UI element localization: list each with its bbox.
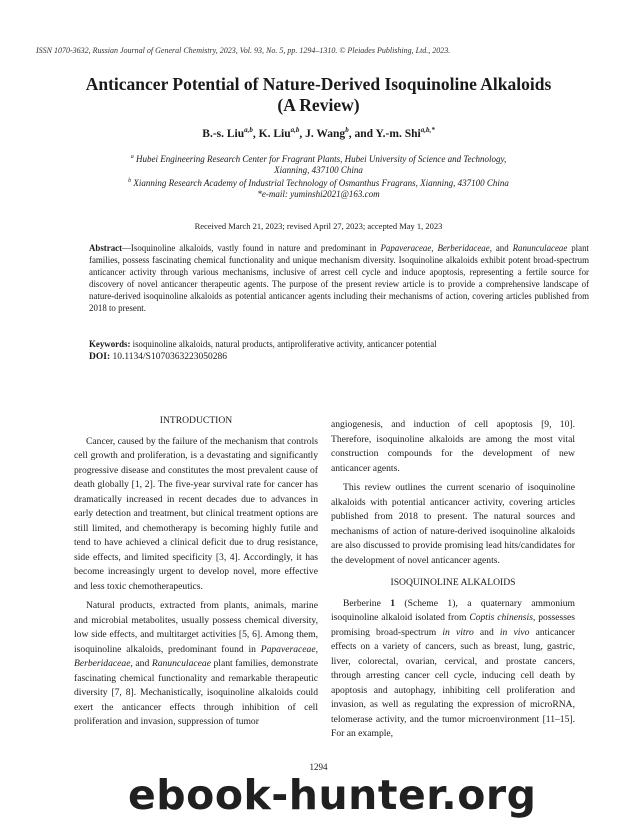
corresponding-email: *e-mail: yuminshi2021@163.com [257, 189, 380, 199]
author-list [30, 126, 607, 140]
doi-link[interactable]: 10.1134/S1070363223050286 [110, 352, 227, 362]
author-separator: , and [348, 127, 376, 140]
author-separator: , [299, 127, 306, 140]
received-dates: Received March 21, 2023; revised April 27, 2023; accepted May 1, 2023 [194, 221, 443, 231]
section-heading-introduction: INTRODUCTION [159, 415, 233, 426]
author-affil-mark: a,b [290, 126, 300, 134]
keywords-label: Keywords: [89, 339, 131, 349]
paragraph: Berberine 1 (Scheme 1), a quaternary ammonium isoquinoline alkaloid isolated from Coptis chinensis, possesses promising broad-spectrum in vitro and in vivo anticancer effects on a variety of cancers, such as breast, lung, gastric, liver, colorectal, ovarian, cervical, and prostate cancers, through arresting cancer cell cycle, inducing cell death by apoptosis and autophagy, inhibiting cell proliferation and invasion, as well as regulating the expression of microRNA, telomerase activity, and the tumor microenvironment [11–15]. For an example, [331, 597, 575, 739]
paragraph: Cancer, caused by the failure of the mechanism that controls cell growth and proliferation, is a devastating and significantly progressive disease and constitutes the most prevalent cause of death globally [1, 2]. The five-year survival rate for cancer has dramatically increased in recent decades due to advances in early detection and treatment, but clinical treatment options are still limited, and chemotherapy is becoming highly futile and tend to have achieved a clinical deficit due to drug resistance, side effects, and limited specificity [3, 4]. Accordingly, it has become increasingly urgent to develop novel, more effective and less toxic chemotherapeutics. [74, 435, 318, 592]
doi-label: DOI: [89, 352, 111, 362]
affiliation-b: $^b$ Xianning Research Academy of Industrial Technology of Osmanthus Fragrans, Xianning, 437100 China [128, 178, 509, 188]
paragraph: angiogenesis, and induction of cell apoptosis [9, 10]. Therefore, isoquinoline alkaloids are among the most vital construction compounds for the development of new anticancer agents. [331, 419, 575, 474]
left-column [74, 414, 318, 735]
author-name: J. Wang [305, 127, 346, 140]
paragraph: This review outlines the current scenario of isoquinoline alkaloids with potential anticancer activity, covering articles published from 2018 to present. The natural sources and mechanisms of action of nature-derived isoquinoline alkaloids are also discussed to provide promising lead hits/candidates for the development of novel anticancer agents. [331, 482, 575, 566]
title-line-1: Anticancer Potential of Nature-Derived Isoquinoline Alkaloids [85, 74, 552, 94]
right-column [331, 418, 575, 747]
watermark: ebook-hunter.org [128, 771, 537, 819]
author-name: K. Liu [258, 127, 291, 140]
affiliations [60, 152, 577, 200]
page-number: 1294 [309, 762, 328, 772]
title-line-2: (A Review) [277, 95, 360, 115]
affiliation-a: $^a$ Hubei Engineering Research Center for Fragrant Plants, Hubei University of Science and Technology, [130, 154, 507, 164]
author-affil-mark: b [345, 126, 349, 134]
journal-citation-header: ISSN 1070-3632, Russian Journal of General Chemistry, 2023, Vol. 93, No. 5, pp. 1294–1310. © Pleiades Publishing, Ltd., 2023. [36, 46, 451, 55]
author-name: Y.-m. Shi [375, 127, 421, 140]
section-heading-isoquinoline: ISOQUINOLINE ALKALOIDS [390, 577, 516, 588]
author-name: B.-s. Liu [202, 127, 245, 140]
author-affil-mark: a,b [244, 126, 253, 134]
author-separator: , [252, 127, 259, 140]
author-affil-mark: a,b,* [420, 126, 435, 134]
doi [89, 352, 589, 362]
article-title [30, 74, 607, 116]
abstract: Abstract—Isoquinoline alkaloids, vastly found in nature and predominant in Papaveraceae, Berberidaceae, and Ranunculaceae plant families, possess fascinating chemical functionality and unique mechanism diversity. Isoquinoline alkaloids exhibit potent broad-spectrum anticancer activity through various mechanisms, inclusive of arrest cell cycle and induce apoptosis, representing a fertile source for discovery of novel anticancer therapeutic agents. The purpose of the present review article is to provide a comprehensive landscape of nature-derived isoquinoline alkaloids as potential anticancer agents including their mechanisms of action, covering articles published from 2018 to present. [89, 243, 589, 313]
corresponding-star: * [431, 126, 435, 134]
affiliation-a-cont: Xianning, 437100 China [274, 165, 363, 175]
abstract-label: Abstract [89, 243, 123, 253]
keywords: Keywords: isoquinoline alkaloids, natural products, antiproliferative activity, anticancer potential [89, 339, 437, 349]
paragraph: Natural products, extracted from plants, animals, marine and microbial metabolites, usually possess chemical diversity, low side effects, and multitarget activities [5, 6]. Among them, isoquinoline alkaloids, predominant found in Papaveraceae, Berberidaceae, and Ranunculaceae plant families, demonstrate fascinating chemical functionality and remarkable therapeutic diversity [7, 8]. Mechanistically, isoquinoline alkaloids could exert the anticancer effects through inhibition of cell proliferation and invasion, suppression of tumor [74, 600, 318, 727]
